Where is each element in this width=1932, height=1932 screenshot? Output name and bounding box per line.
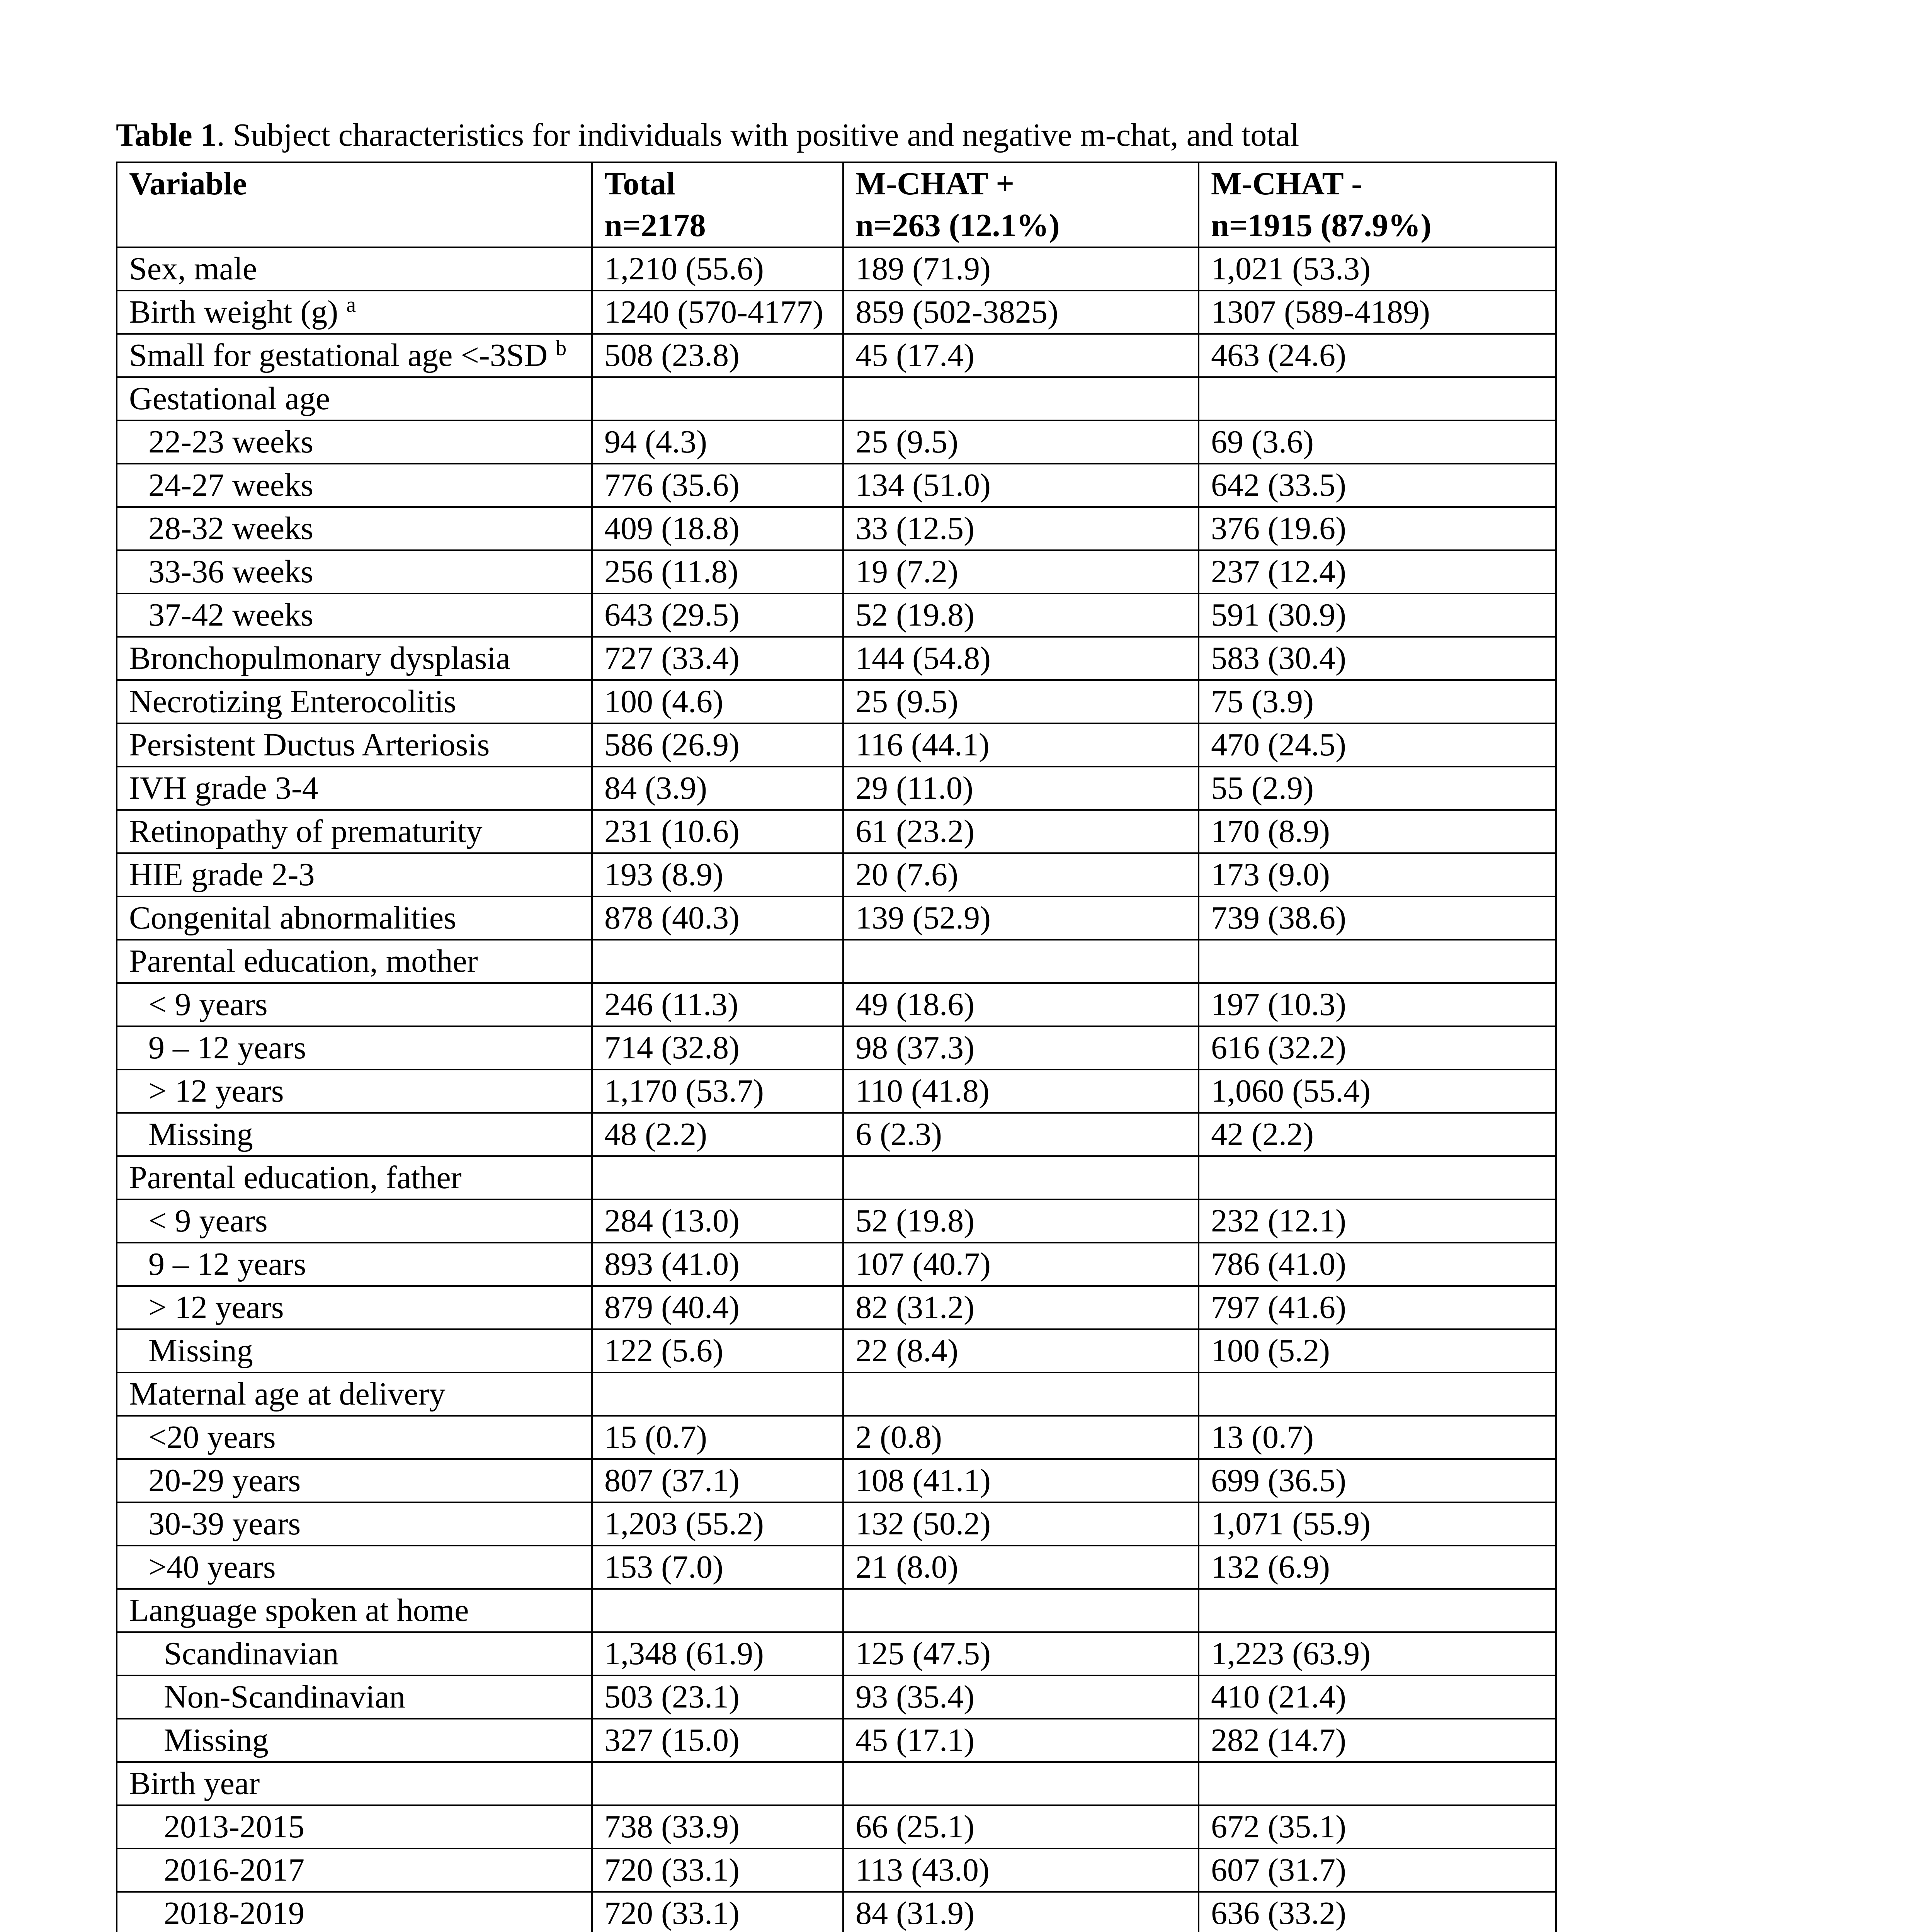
row-label: 24-27 weeks — [117, 464, 592, 507]
cell-mchat-positive: 116 (44.1) — [843, 723, 1199, 767]
table-row — [117, 637, 1556, 680]
cell-total: 122 (5.6) — [592, 1329, 843, 1372]
cell-total: 256 (11.8) — [592, 550, 843, 594]
row-label: Parental education, father — [117, 1156, 592, 1199]
table-row — [117, 983, 1556, 1026]
cell-mchat-positive — [843, 377, 1199, 420]
cell-mchat-positive: 61 (23.2) — [843, 810, 1199, 853]
row-label: >40 years — [117, 1546, 592, 1589]
cell-mchat-negative: 132 (6.9) — [1199, 1546, 1556, 1589]
cell-mchat-negative: 1307 (589-4189) — [1199, 291, 1556, 334]
cell-total: 720 (33.1) — [592, 1892, 843, 1932]
cell-mchat-negative: 672 (35.1) — [1199, 1805, 1556, 1849]
cell-total: 193 (8.9) — [592, 853, 843, 896]
cell-mchat-positive: 21 (8.0) — [843, 1546, 1199, 1589]
cell-mchat-negative: 642 (33.5) — [1199, 464, 1556, 507]
table-label: Table 1 — [116, 117, 217, 153]
cell-mchat-negative — [1199, 1762, 1556, 1805]
row-label: 33-36 weeks — [117, 550, 592, 594]
cell-total: 327 (15.0) — [592, 1719, 843, 1762]
cell-total: 807 (37.1) — [592, 1459, 843, 1502]
cell-total: 878 (40.3) — [592, 896, 843, 940]
cell-mchat-positive: 108 (41.1) — [843, 1459, 1199, 1502]
cell-total: 776 (35.6) — [592, 464, 843, 507]
cell-mchat-negative — [1199, 1589, 1556, 1632]
cell-total — [592, 377, 843, 420]
row-label: Bronchopulmonary dysplasia — [117, 637, 592, 680]
row-label: Maternal age at delivery — [117, 1372, 592, 1416]
cell-total: 720 (33.1) — [592, 1849, 843, 1892]
header-mchat-positive: M-CHAT + n=263 (12.1%) — [843, 162, 1199, 247]
cell-mchat-positive: 139 (52.9) — [843, 896, 1199, 940]
cell-total: 1,210 (55.6) — [592, 247, 843, 291]
cell-mchat-positive — [843, 940, 1199, 983]
row-label: 30-39 years — [117, 1502, 592, 1546]
table-row — [117, 1892, 1556, 1932]
cell-mchat-negative: 170 (8.9) — [1199, 810, 1556, 853]
cell-total — [592, 1589, 843, 1632]
row-label: Gestational age — [117, 377, 592, 420]
cell-mchat-negative: 591 (30.9) — [1199, 594, 1556, 637]
row-label: 2013-2015 — [117, 1805, 592, 1849]
table-row — [117, 1675, 1556, 1719]
table-row — [117, 1762, 1556, 1805]
row-label: 2018-2019 — [117, 1892, 592, 1932]
table-row — [117, 1589, 1556, 1632]
cell-mchat-positive: 132 (50.2) — [843, 1502, 1199, 1546]
table-row — [117, 507, 1556, 550]
cell-mchat-negative — [1199, 1156, 1556, 1199]
row-label: Small for gestational age <-3SD $^b$ — [117, 334, 592, 377]
table-row — [117, 940, 1556, 983]
cell-mchat-positive: 20 (7.6) — [843, 853, 1199, 896]
table-row — [117, 1372, 1556, 1416]
cell-total: 409 (18.8) — [592, 507, 843, 550]
cell-mchat-positive — [843, 1372, 1199, 1416]
row-label: Sex, male — [117, 247, 592, 291]
row-label: Language spoken at home — [117, 1589, 592, 1632]
cell-total: 15 (0.7) — [592, 1416, 843, 1459]
table-row — [117, 1849, 1556, 1892]
cell-mchat-positive: 189 (71.9) — [843, 247, 1199, 291]
cell-total: 508 (23.8) — [592, 334, 843, 377]
cell-mchat-positive: 84 (31.9) — [843, 1892, 1199, 1932]
row-label: 22-23 weeks — [117, 420, 592, 464]
table-row — [117, 550, 1556, 594]
row-label: 2016-2017 — [117, 1849, 592, 1892]
cell-mchat-positive: 52 (19.8) — [843, 594, 1199, 637]
cell-mchat-negative: 69 (3.6) — [1199, 420, 1556, 464]
cell-total: 284 (13.0) — [592, 1199, 843, 1243]
cell-total: 586 (26.9) — [592, 723, 843, 767]
row-label: Congenital abnormalities — [117, 896, 592, 940]
cell-mchat-positive: 2 (0.8) — [843, 1416, 1199, 1459]
row-label: < 9 years — [117, 1199, 592, 1243]
table-row — [117, 680, 1556, 723]
cell-mchat-negative: 739 (38.6) — [1199, 896, 1556, 940]
cell-total — [592, 1156, 843, 1199]
row-label: Retinopathy of prematurity — [117, 810, 592, 853]
table-row — [117, 1632, 1556, 1675]
cell-mchat-positive: 859 (502-3825) — [843, 291, 1199, 334]
table-row — [117, 334, 1556, 377]
cell-mchat-negative: 232 (12.1) — [1199, 1199, 1556, 1243]
row-label: Non-Scandinavian — [117, 1675, 592, 1719]
cell-mchat-negative — [1199, 377, 1556, 420]
row-label: > 12 years — [117, 1286, 592, 1329]
table-row — [117, 247, 1556, 291]
cell-total: 714 (32.8) — [592, 1026, 843, 1070]
cell-mchat-negative: 42 (2.2) — [1199, 1113, 1556, 1156]
cell-mchat-positive: 98 (37.3) — [843, 1026, 1199, 1070]
cell-total: 153 (7.0) — [592, 1546, 843, 1589]
cell-mchat-negative: 786 (41.0) — [1199, 1243, 1556, 1286]
cell-total — [592, 940, 843, 983]
table-row — [117, 1805, 1556, 1849]
table-row — [117, 594, 1556, 637]
table-row — [117, 1416, 1556, 1459]
table-row — [117, 377, 1556, 420]
row-label: Birth weight (g) $^a$ — [117, 291, 592, 334]
table-row — [117, 723, 1556, 767]
row-label: Birth year — [117, 1762, 592, 1805]
cell-mchat-negative: 173 (9.0) — [1199, 853, 1556, 896]
cell-mchat-positive: 22 (8.4) — [843, 1329, 1199, 1372]
cell-mchat-negative: 583 (30.4) — [1199, 637, 1556, 680]
row-label: Parental education, mother — [117, 940, 592, 983]
row-label: > 12 years — [117, 1070, 592, 1113]
table-row — [117, 1156, 1556, 1199]
table-row — [117, 1026, 1556, 1070]
characteristics-table — [116, 162, 1557, 1932]
header-mchat-negative: M-CHAT - n=1915 (87.9%) — [1199, 162, 1556, 247]
cell-mchat-negative — [1199, 940, 1556, 983]
row-label: Necrotizing Enterocolitis — [117, 680, 592, 723]
table-caption-text: . Subject characteristics for individuals with positive and negative m-chat, and total — [216, 117, 1299, 153]
cell-mchat-positive: 125 (47.5) — [843, 1632, 1199, 1675]
table-header-row — [117, 162, 1556, 247]
row-label: < 9 years — [117, 983, 592, 1026]
cell-total: 879 (40.4) — [592, 1286, 843, 1329]
cell-total: 503 (23.1) — [592, 1675, 843, 1719]
row-label: 20-29 years — [117, 1459, 592, 1502]
cell-mchat-negative: 100 (5.2) — [1199, 1329, 1556, 1372]
cell-mchat-negative: 197 (10.3) — [1199, 983, 1556, 1026]
cell-mchat-positive: 33 (12.5) — [843, 507, 1199, 550]
cell-mchat-positive — [843, 1156, 1199, 1199]
header-total: Total n=2178 — [592, 162, 843, 247]
table-caption — [116, 112, 1862, 158]
row-label: IVH grade 3-4 — [117, 767, 592, 810]
row-label: Missing — [117, 1719, 592, 1762]
cell-mchat-positive — [843, 1589, 1199, 1632]
row-label: 28-32 weeks — [117, 507, 592, 550]
table-row — [117, 1070, 1556, 1113]
cell-mchat-positive: 52 (19.8) — [843, 1199, 1199, 1243]
table-row — [117, 1546, 1556, 1589]
cell-total: 231 (10.6) — [592, 810, 843, 853]
cell-mchat-negative: 282 (14.7) — [1199, 1719, 1556, 1762]
row-label: Scandinavian — [117, 1632, 592, 1675]
cell-total: 643 (29.5) — [592, 594, 843, 637]
cell-total: 84 (3.9) — [592, 767, 843, 810]
cell-total: 738 (33.9) — [592, 1805, 843, 1849]
cell-mchat-negative: 13 (0.7) — [1199, 1416, 1556, 1459]
cell-total: 1,348 (61.9) — [592, 1632, 843, 1675]
cell-mchat-positive: 49 (18.6) — [843, 983, 1199, 1026]
cell-mchat-negative: 470 (24.5) — [1199, 723, 1556, 767]
cell-mchat-negative: 616 (32.2) — [1199, 1026, 1556, 1070]
cell-mchat-positive: 93 (35.4) — [843, 1675, 1199, 1719]
cell-total — [592, 1762, 843, 1805]
cell-total: 727 (33.4) — [592, 637, 843, 680]
cell-mchat-negative: 463 (24.6) — [1199, 334, 1556, 377]
cell-mchat-positive: 144 (54.8) — [843, 637, 1199, 680]
cell-mchat-positive: 66 (25.1) — [843, 1805, 1199, 1849]
cell-mchat-negative: 376 (19.6) — [1199, 507, 1556, 550]
cell-total: 100 (4.6) — [592, 680, 843, 723]
table-row — [117, 853, 1556, 896]
table-body — [117, 247, 1556, 1932]
cell-mchat-negative: 1,021 (53.3) — [1199, 247, 1556, 291]
table-row — [117, 810, 1556, 853]
table-row — [117, 1199, 1556, 1243]
row-label: 9 – 12 years — [117, 1243, 592, 1286]
table-row — [117, 1459, 1556, 1502]
table-row — [117, 1286, 1556, 1329]
row-label: Persistent Ductus Arteriosis — [117, 723, 592, 767]
cell-total: 1,170 (53.7) — [592, 1070, 843, 1113]
cell-total: 246 (11.3) — [592, 983, 843, 1026]
table-row — [117, 767, 1556, 810]
cell-mchat-positive: 29 (11.0) — [843, 767, 1199, 810]
row-label: 37-42 weeks — [117, 594, 592, 637]
table-row — [117, 1243, 1556, 1286]
cell-total: 48 (2.2) — [592, 1113, 843, 1156]
cell-mchat-negative: 410 (21.4) — [1199, 1675, 1556, 1719]
cell-mchat-positive: 25 (9.5) — [843, 420, 1199, 464]
cell-mchat-negative: 75 (3.9) — [1199, 680, 1556, 723]
cell-mchat-positive: 107 (40.7) — [843, 1243, 1199, 1286]
cell-mchat-negative: 699 (36.5) — [1199, 1459, 1556, 1502]
cell-mchat-negative: 797 (41.6) — [1199, 1286, 1556, 1329]
row-label: <20 years — [117, 1416, 592, 1459]
cell-mchat-negative: 1,223 (63.9) — [1199, 1632, 1556, 1675]
table-row — [117, 1113, 1556, 1156]
cell-total — [592, 1372, 843, 1416]
cell-mchat-positive: 19 (7.2) — [843, 550, 1199, 594]
cell-mchat-negative — [1199, 1372, 1556, 1416]
cell-mchat-negative: 55 (2.9) — [1199, 767, 1556, 810]
cell-mchat-negative: 1,060 (55.4) — [1199, 1070, 1556, 1113]
cell-mchat-negative: 237 (12.4) — [1199, 550, 1556, 594]
cell-mchat-positive: 134 (51.0) — [843, 464, 1199, 507]
table-row — [117, 464, 1556, 507]
row-label: HIE grade 2-3 — [117, 853, 592, 896]
table-row — [117, 1329, 1556, 1372]
table-row — [117, 420, 1556, 464]
table-row — [117, 896, 1556, 940]
cell-mchat-positive: 45 (17.4) — [843, 334, 1199, 377]
document-page — [116, 112, 1862, 1932]
cell-total: 893 (41.0) — [592, 1243, 843, 1286]
row-label: Missing — [117, 1329, 592, 1372]
row-label: Missing — [117, 1113, 592, 1156]
cell-mchat-positive: 6 (2.3) — [843, 1113, 1199, 1156]
cell-mchat-positive: 82 (31.2) — [843, 1286, 1199, 1329]
cell-total: 1,203 (55.2) — [592, 1502, 843, 1546]
cell-mchat-positive: 113 (43.0) — [843, 1849, 1199, 1892]
cell-total: 94 (4.3) — [592, 420, 843, 464]
table-row — [117, 291, 1556, 334]
cell-mchat-negative: 607 (31.7) — [1199, 1849, 1556, 1892]
row-label: 9 – 12 years — [117, 1026, 592, 1070]
header-variable: Variable — [117, 162, 592, 247]
cell-mchat-positive: 110 (41.8) — [843, 1070, 1199, 1113]
table-row — [117, 1719, 1556, 1762]
cell-mchat-negative: 1,071 (55.9) — [1199, 1502, 1556, 1546]
cell-mchat-positive: 45 (17.1) — [843, 1719, 1199, 1762]
cell-total: 1240 (570-4177) — [592, 291, 843, 334]
cell-mchat-positive: 25 (9.5) — [843, 680, 1199, 723]
cell-mchat-positive — [843, 1762, 1199, 1805]
table-row — [117, 1502, 1556, 1546]
cell-mchat-negative: 636 (33.2) — [1199, 1892, 1556, 1932]
